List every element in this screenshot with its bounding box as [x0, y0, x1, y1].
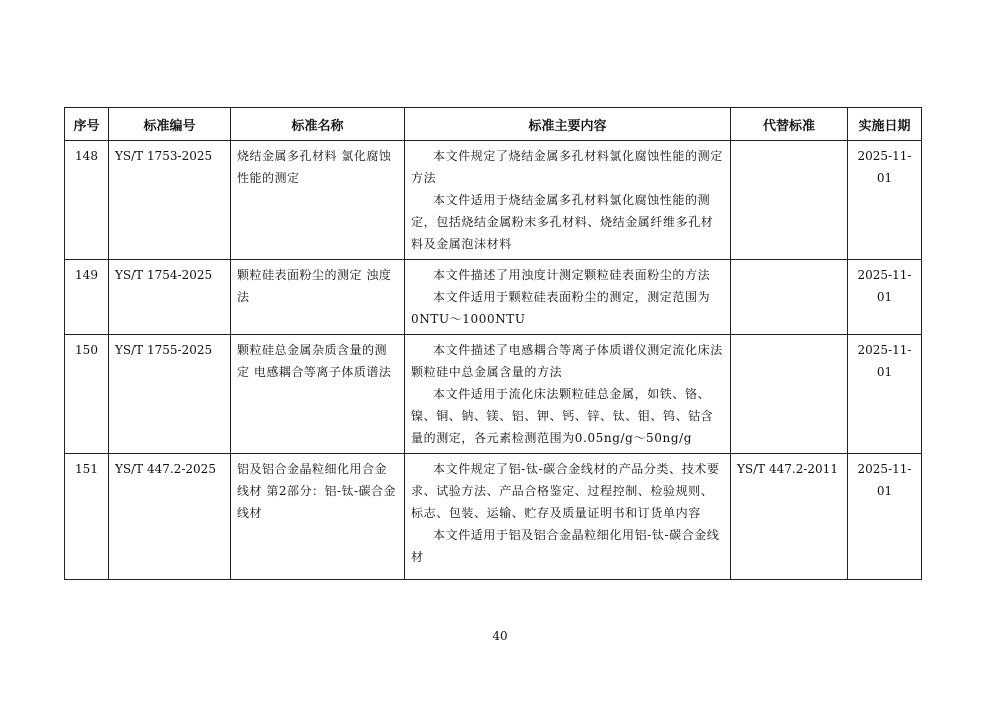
content-paragraph: 本文件描述了用浊度计测定颗粒硅表面粉尘的方法 — [433, 268, 711, 282]
content-paragraph: 本文件适用于铝及铝合金晶粒细化用铝-钛-碳合金线材 — [411, 528, 720, 564]
row-code: YS/T 1755-2025 — [109, 335, 231, 454]
row-name: 颗粒硅总金属杂质含量的测定 电感耦合等离子体质谱法 — [231, 335, 405, 454]
header-replace: 代替标准 — [731, 108, 848, 141]
page-number: 40 — [492, 629, 508, 643]
row-code: YS/T 447.2-2025 — [109, 454, 231, 580]
row-replace — [731, 141, 848, 260]
row-content — [405, 335, 731, 454]
row-seq: 149 — [65, 260, 109, 335]
header-date: 实施日期 — [848, 108, 922, 141]
row-name: 烧结金属多孔材料 氯化腐蚀性能的测定 — [231, 141, 405, 260]
content-paragraph: 本文件规定了铝-钛-碳合金线材的产品分类、技术要求、试验方法、产品合格鉴定、过程控制、检验规则、标志、包装、运输、贮存及质量证明书和订货单内容 — [411, 462, 720, 520]
row-replace — [731, 335, 848, 454]
row-name: 颗粒硅表面粉尘的测定 浊度法 — [231, 260, 405, 335]
row-content — [405, 260, 731, 335]
row-date: 2025-11-01 — [848, 141, 922, 260]
row-date: 2025-11-01 — [848, 335, 922, 454]
row-replace — [731, 260, 848, 335]
header-code: 标准编号 — [109, 108, 231, 141]
row-seq: 151 — [65, 454, 109, 580]
row-content — [405, 454, 731, 580]
content-paragraph: 本文件适用于颗粒硅表面粉尘的测定，测定范围为0NTU～1000NTU — [411, 290, 711, 326]
row-seq: 148 — [65, 141, 109, 260]
row-replace: YS/T 447.2-2011 — [731, 454, 848, 580]
content-paragraph: 本文件描述了电感耦合等离子体质谱仪测定流化床法颗粒硅中总金属含量的方法 — [411, 343, 723, 379]
standards-table — [64, 107, 922, 580]
row-code: YS/T 1754-2025 — [109, 260, 231, 335]
header-seq: 序号 — [65, 108, 109, 141]
table-row — [65, 141, 922, 260]
table-row — [65, 454, 922, 580]
content-paragraph: 本文件适用于流化床法颗粒硅总金属，如铁、铬、镍、铜、钠、镁、铝、钾、钙、锌、钛、钼、钨、钴含量的测定，各元素检测范围为0.05ng/g～50ng/g — [411, 387, 714, 445]
row-date: 2025-11-01 — [848, 260, 922, 335]
content-paragraph: 本文件适用于烧结金属多孔材料氯化腐蚀性能的测定，包括烧结金属粉末多孔材料、烧结金属纤维多孔材料及金属泡沫材料 — [411, 193, 714, 251]
row-code: YS/T 1753-2025 — [109, 141, 231, 260]
row-content — [405, 141, 731, 260]
table-header-row — [65, 108, 922, 141]
row-name: 铝及铝合金晶粒细化用合金线材 第2部分：铝-钛-碳合金线材 — [231, 454, 405, 580]
content-paragraph: 本文件规定了烧结金属多孔材料氯化腐蚀性能的测定方法 — [411, 149, 723, 185]
table-row — [65, 260, 922, 335]
row-date: 2025-11-01 — [848, 454, 922, 580]
table-row — [65, 335, 922, 454]
header-content: 标准主要内容 — [405, 108, 731, 141]
header-name: 标准名称 — [231, 108, 405, 141]
row-seq: 150 — [65, 335, 109, 454]
